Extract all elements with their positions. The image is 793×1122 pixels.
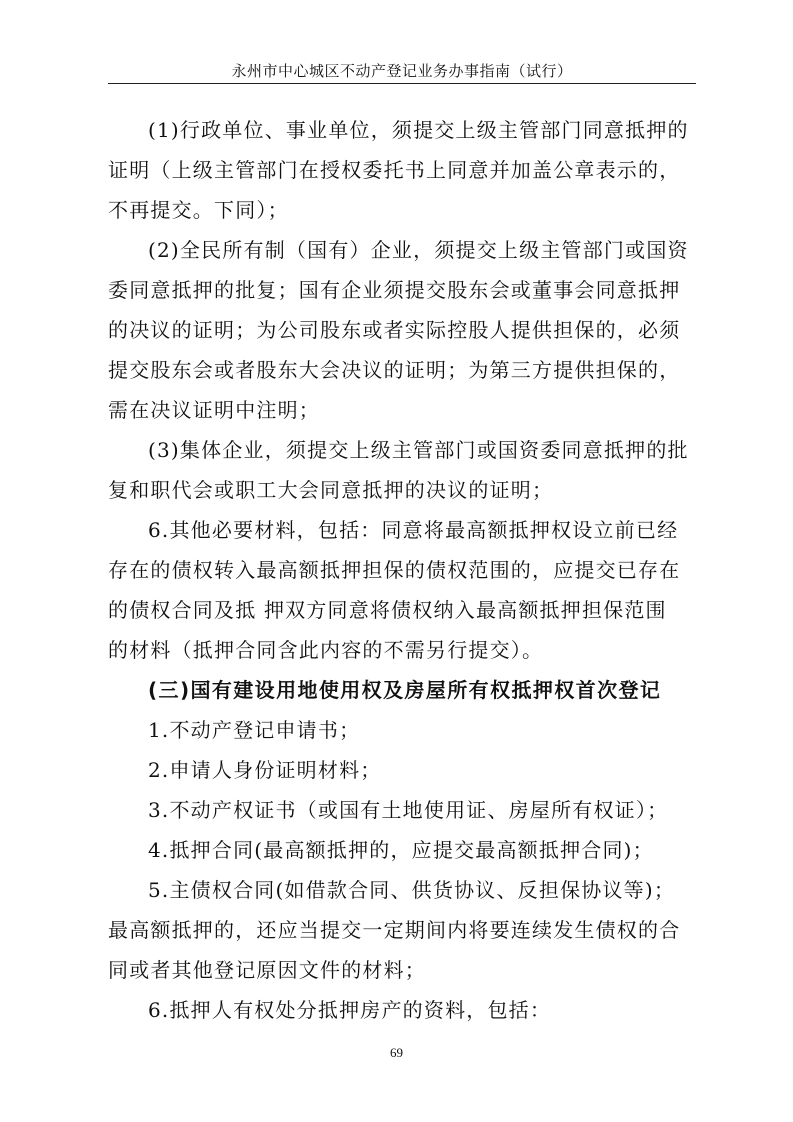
paragraph-line: 的决议的证明；为公司股东或者实际控股人提供担保的，必须 [108, 318, 681, 342]
header-divider [108, 83, 696, 84]
paragraph-line: 委同意抵押的批复；国有企业须提交股东会或董事会同意抵押 [108, 278, 681, 302]
paragraph-line: (3)集体企业，须提交上级主管部门或国资委同意抵押的批 [148, 438, 689, 462]
paragraph-line: 不再提交。下同）； [108, 198, 289, 222]
paragraph-line: 的材料（抵押合同含此内容的不需另行提交）。 [108, 638, 544, 662]
paragraph-line: 提交股东会或者股东大会决议的证明；为第三方提供担保的， [108, 358, 681, 382]
list-item: 2.申请人身份证明材料； [148, 758, 382, 782]
paragraph-line: 需在决议证明中注明； [108, 398, 320, 422]
paragraph-line: 复和职代会或职工大会同意抵押的决议的证明； [108, 478, 554, 502]
paragraph-line: 存在的债权转入最高额抵押担保的债权范围的，应提交已存在 [108, 558, 681, 582]
list-item: 6.抵押人有权处分抵押房产的资料，包括： [148, 998, 552, 1022]
list-item: 5.主债权合同(如借款合同、供货协议、反担保协议等)； [148, 878, 676, 902]
paragraph-line: (2)全民所有制（国有）企业，须提交上级主管部门或国资 [148, 238, 689, 262]
section-heading: (三)国有建设用地使用权及房屋所有权抵押权首次登记 [148, 678, 662, 702]
paragraph-line: 证明（上级主管部门在授权委托书上同意并加盖公章表示的， [108, 158, 681, 182]
paragraph-line: 的债权合同及抵 押双方同意将债权纳入最高额抵押担保范围 [108, 598, 667, 622]
paragraph-line: 同或者其他登记原因文件的材料； [108, 958, 426, 982]
running-header: 永州市中心城区不动产登记业务办事指南（试行） [231, 62, 573, 80]
page-number: 69 [390, 1045, 403, 1060]
paragraph-line: (1)行政单位、事业单位，须提交上级主管部门同意抵押的 [148, 118, 689, 142]
document-body [108, 110, 696, 1030]
list-item: 1.不动产登记申请书； [148, 718, 361, 742]
list-item: 4.抵押合同(最高额抵押的，应提交最高额抵押合同)； [148, 838, 654, 862]
paragraph-line: 6.其他必要材料，包括：同意将最高额抵押权设立前已经 [148, 518, 679, 542]
list-item: 3.不动产权证书（或国有土地使用证、房屋所有权证）； [148, 798, 669, 822]
paragraph-line: 最高额抵押的，还应当提交一定期间内将要连续发生债权的合 [108, 918, 681, 942]
